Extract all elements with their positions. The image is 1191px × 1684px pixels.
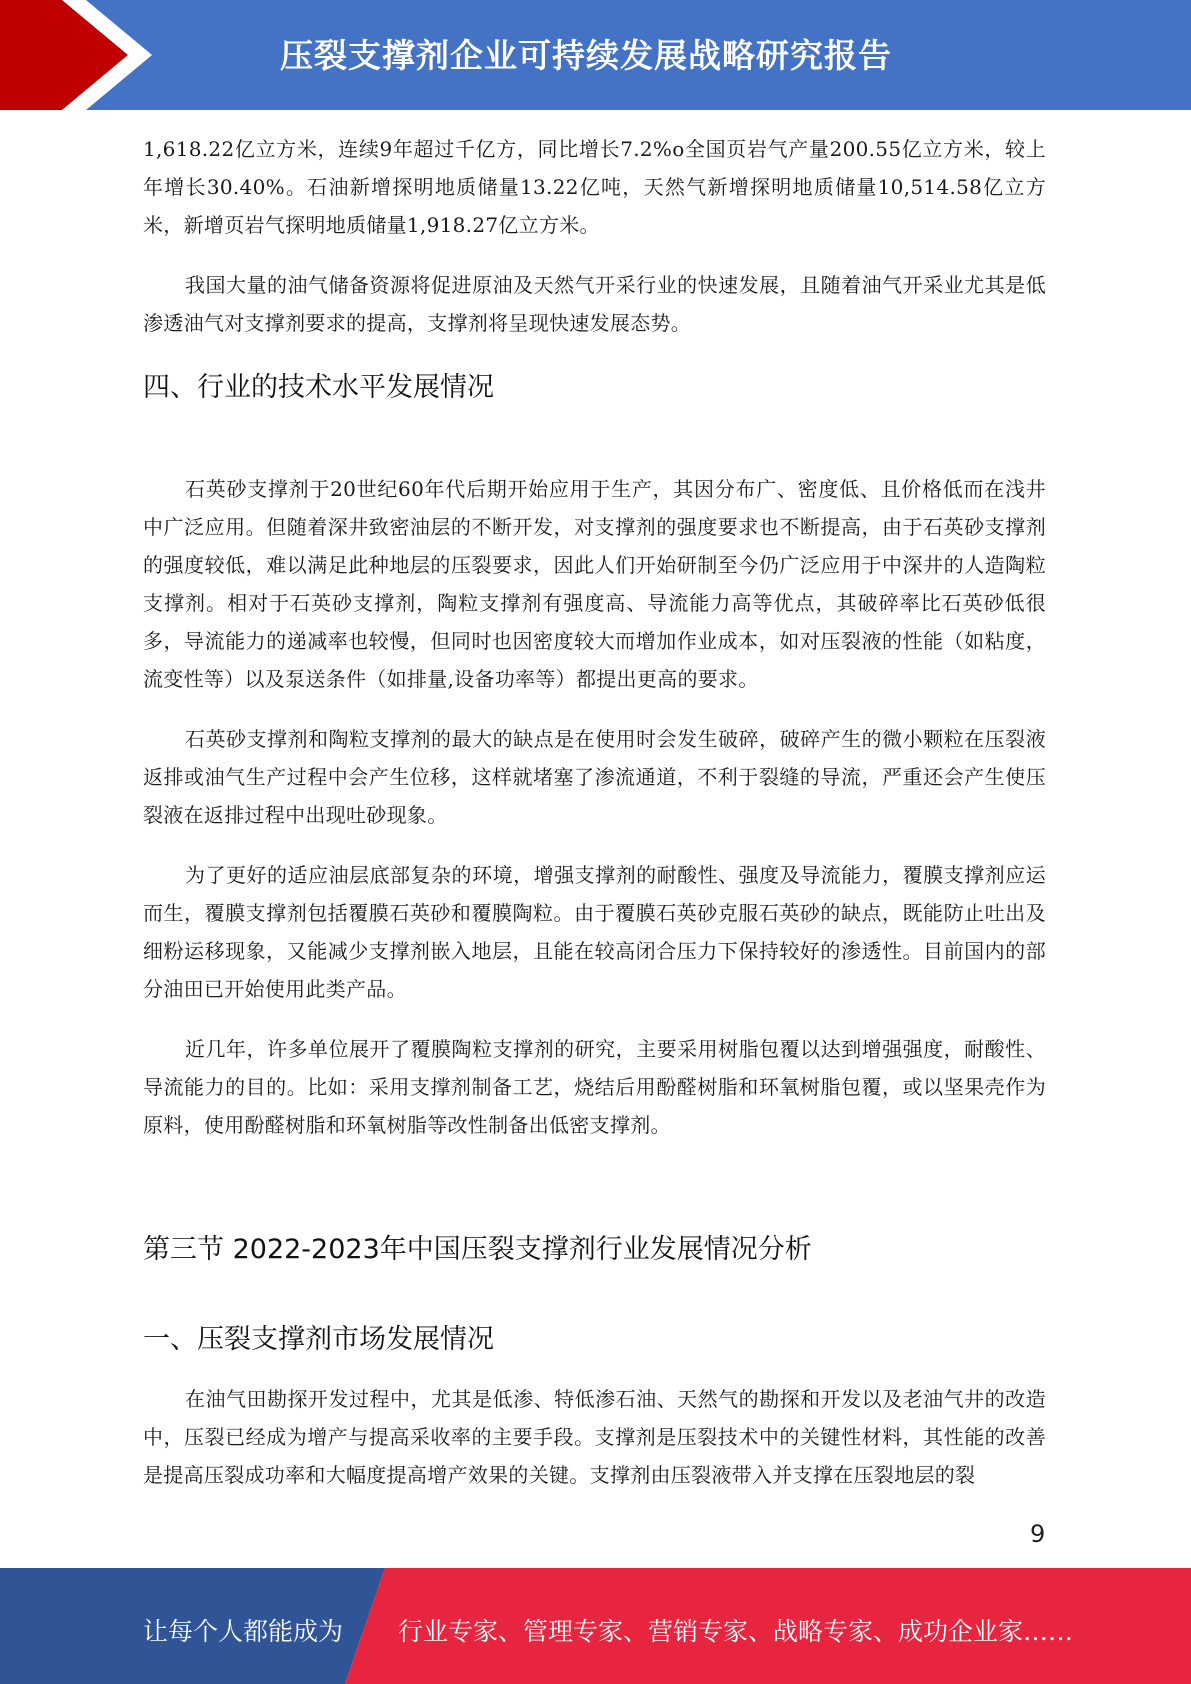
page-header: [0, 0, 1191, 110]
heading-tech-level: 四、行业的技术水平发展情况: [143, 372, 494, 403]
paragraph-quartz-sand: 石英砂支撑剂于20世纪60年代后期开始应用于生产，其因分布广、密度低、且价格低而在浅井中广泛应用。但随着深井致密油层的不断开发，对支撑剂的强度要求也不断提高，由于石英砂支撑剂的强度较低，难以满足此种地层的压裂要求，因此人们开始研制至今仍广泛应用于中深井的人造陶粒支撑剂。相对于石英砂支撑剂，陶粒支撑剂有强度高、导流能力高等优点，其破碎率比石英砂低很多，导流能力的递减率也较慢，但同时也因密度较大而增加作业成本，如对压裂液的性能（如粘度，流变性等）以及泵送条件（如排量,设备功率等）都提出更高的要求。: [143, 477, 1046, 691]
paragraph-production-stats: 1,618.22亿立方米，连续9年超过千亿方，同比增长7.2%o全国页岩气产量200.55亿立方米，较上年增长30.40%。石油新增探明地质储量13.22亿吨，天然气新增探明地质储量10,514.58亿立方米，新增页岩气探明地质储量1,918.27亿立方米。: [143, 137, 1046, 237]
paragraph-breakage-drawback: 石英砂支撑剂和陶粒支撑剂的最大的缺点是在使用时会发生破碎，破碎产生的微小颗粒在压裂液返排或油气生产过程中会产生位移，这样就堵塞了渗流通道，不利于裂缝的导流，严重还会产生使压裂液在返排过程中出现吐砂现象。: [143, 727, 1046, 827]
paragraph-resin-coating: 近几年，许多单位展开了覆膜陶粒支撑剂的研究，主要采用树脂包覆以达到增强强度，耐酸性、导流能力的目的。比如：采用支撑剂制备工艺，烧结后用酚醛树脂和环氧树脂包覆，或以坚果壳作为原料，使用酚醛树脂和环氧树脂等改性制备出低密支撑剂。: [143, 1037, 1046, 1137]
heading-section-three: 第三节 2022-2023年中国压裂支撑剂行业发展情况分析: [143, 1234, 812, 1265]
report-title: 压裂支撑剂企业可持续发展战略研究报告: [280, 36, 892, 75]
page-body: [143, 130, 1046, 1494]
paragraph-fracturing-role: 在油气田勘探开发过程中，尤其是低渗、特低渗石油、天然气的勘探和开发以及老油气井的改造中，压裂已经成为增产与提高采收率的主要手段。支撑剂是压裂技术中的关键性材料，其性能的改善是提高压裂成功率和大幅度提高增产效果的关键。支撑剂由压裂液带入并支撑在压裂地层的裂: [143, 1387, 1046, 1487]
footer-slogan-right: 行业专家、管理专家、营销专家、战略专家、成功企业家……: [398, 1617, 1074, 1646]
header-arrow-icon: [0, 0, 160, 110]
paragraph-coated-proppant: 为了更好的适应油层底部复杂的环境，增强支撑剂的耐酸性、强度及导流能力，覆膜支撑剂应运而生，覆膜支撑剂包括覆膜石英砂和覆膜陶粒。由于覆膜石英砂克服石英砂的缺点，既能防止吐出及细粉运移现象，又能减少支撑剂嵌入地层，且能在较高闭合压力下保持较好的渗透性。目前国内的部分油田已开始使用此类产品。: [143, 863, 1046, 1001]
page-footer: [0, 1568, 1191, 1684]
heading-market-development: 一、压裂支撑剂市场发展情况: [143, 1324, 494, 1355]
page-number: 9: [1030, 1520, 1046, 1548]
footer-slogan-left: 让每个人都能成为: [143, 1617, 344, 1646]
paragraph-resources-outlook: 我国大量的油气储备资源将促进原油及天然气开采行业的快速发展，且随着油气开采业尤其是低渗透油气对支撑剂要求的提高，支撑剂将呈现快速发展态势。: [143, 273, 1046, 335]
